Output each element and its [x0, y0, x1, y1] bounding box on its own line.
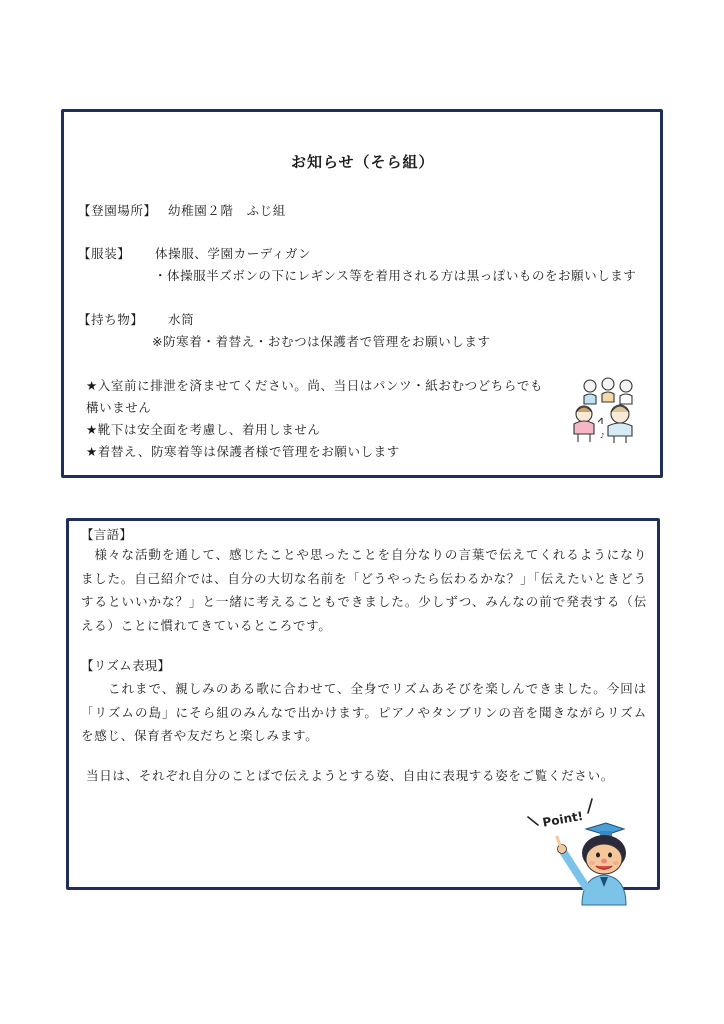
- star-note-2: ★靴下は安全面を考慮し、着用しません: [86, 422, 321, 437]
- language-body: 様々な活動を通して、感じたことや思ったことを自分なりの言葉で伝えてくれるようになりました。自己紹介では、自分の大切な名前を「どうやったら伝わるかな？」「伝えたいときどうするといいかな？」と一緒に考えることもできました。少しずつ、みんなの前で発表する（伝える）ことに慣れてきているところです。: [81, 547, 647, 633]
- venue-label: 【登園場所】: [78, 203, 157, 218]
- items-value: 水筒: [168, 312, 195, 327]
- clothing-value: 体操服、学園カーディガン: [155, 246, 312, 261]
- notice-title: お知らせ（そら組）: [291, 153, 435, 171]
- rhythm-heading: 【リズム表現】: [81, 658, 171, 673]
- closing-text: 当日は、それぞれ自分のことばで伝えようとする姿、自由に表現する姿をご覧ください。: [86, 768, 615, 783]
- svg-text:♪: ♪: [600, 432, 605, 440]
- clothing-label: 【服装】: [78, 246, 131, 261]
- language-heading: 【言語】: [81, 527, 133, 542]
- items-note: ※防寒着・着替え・おむつは保護者で管理をお願いします: [152, 334, 491, 349]
- point-badge-text: Point!: [541, 808, 585, 830]
- children-playing-illustration: [564, 376, 646, 446]
- star-note-1-line1: ★入室前に排泄を済ませてください。尚、当日はパンツ・紙おむつどちらでも: [86, 378, 544, 393]
- star-note-3: ★着替え、防寒着等は保護者様で管理をお願いします: [86, 444, 400, 459]
- star-note-1-line2: 構いません: [86, 400, 152, 415]
- rhythm-body: これまで、親しみのある歌に合わせて、全身でリズムあそびを楽しんできました。今回は「リズムの島」にそら組のみんなで出かけます。ピアノやタンブリンの音を聞きながらリズムを感じ、保育者や友だちと楽しみます。: [81, 681, 647, 743]
- items-label: 【持ち物】: [78, 312, 144, 327]
- clothing-note: ・体操服半ズボンの下にレギンス等を着用される方は黒っぽいものをお願いします: [154, 268, 637, 283]
- point-character-illustration: [524, 795, 644, 907]
- venue-value: 幼稚園２階 ふじ組: [168, 203, 286, 218]
